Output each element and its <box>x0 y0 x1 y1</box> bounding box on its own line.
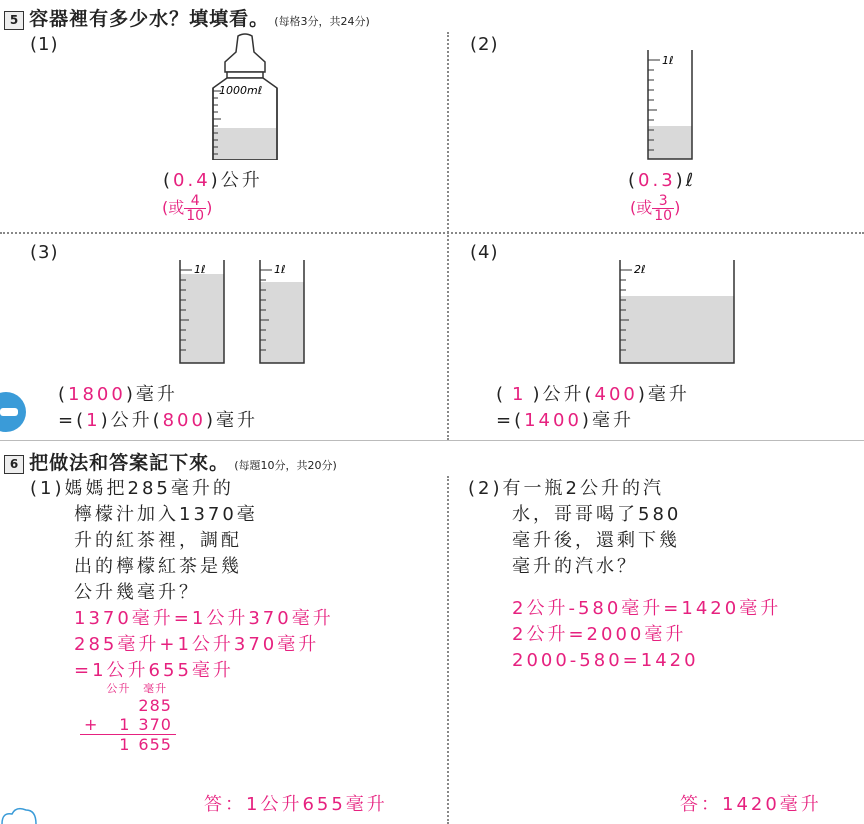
ans-unit: )公升 <box>210 170 263 191</box>
ans-prefix: ( <box>163 170 174 191</box>
q5-part3-label: (3) <box>30 242 59 263</box>
cylinder-2l <box>612 258 742 364</box>
cyl-label: 1ℓ <box>274 263 286 276</box>
cyl-label: 2ℓ <box>634 263 646 276</box>
q6-p1-vertical-calc <box>80 680 176 754</box>
q5-part4-line2 <box>496 408 634 434</box>
col-ml: 毫升 <box>143 682 168 695</box>
alt-denominator: 10 <box>186 208 205 224</box>
row2-ml: 370 <box>138 715 172 734</box>
ans-unit: )ℓ <box>675 170 697 191</box>
cyl-label: 1ℓ <box>662 54 674 67</box>
q6-p1-work-line: =1公升655毫升 <box>74 660 234 681</box>
alt-fraction <box>652 194 674 223</box>
q6-p1-line: 檸檬汁加入1370毫 <box>74 504 258 525</box>
q6-p1-line: 升的紅茶裡，調配 <box>74 530 242 551</box>
ans-value: 0.3 <box>638 170 676 191</box>
alt-denominator: 10 <box>654 208 673 224</box>
alt-fraction <box>184 194 206 223</box>
col-liter: 公升 <box>106 682 131 695</box>
q5-part1-answer <box>163 168 263 194</box>
q5-divider-horizontal <box>0 232 864 234</box>
q5-part2-label: (2) <box>470 34 499 55</box>
ans-unit: )毫升 <box>637 384 690 405</box>
q5-number: 5 <box>4 11 24 30</box>
bottle-label: 1000mℓ <box>219 84 263 97</box>
q5-part3-line1 <box>58 382 178 408</box>
q5-divider-bottom <box>0 440 864 441</box>
q6-p2-work-line: 2公升-580毫升=1420毫升 <box>512 598 782 619</box>
q6-p2-line: 毫升後，還剩下幾 <box>512 530 680 551</box>
q5-part2-alt <box>630 194 680 223</box>
q5-part1-alt <box>162 194 212 223</box>
prefix: =( <box>58 410 87 431</box>
q6-p1-answer: 答：1公升655毫升 <box>204 794 388 815</box>
q6-p2-line: 毫升的汽水？ <box>512 556 638 577</box>
q6-header <box>4 448 337 475</box>
q6-p1-line: 出的檸檬紅茶是幾 <box>74 556 242 577</box>
ans-value: 1400 <box>524 410 582 431</box>
prefix: ( <box>58 384 69 405</box>
cloud-icon <box>0 804 40 824</box>
q6-divider-vertical <box>447 476 449 824</box>
row1: 285 <box>138 696 172 715</box>
row3-liter: 1 <box>119 735 131 754</box>
q5-note: (每格3分，共24分) <box>274 15 370 28</box>
ans-value-2: 400 <box>594 384 638 405</box>
cylinder-1l <box>640 48 700 160</box>
alt-suffix: ) <box>206 198 213 217</box>
q6-p2-line: (2)有一瓶2公升的汽 <box>468 478 664 499</box>
ans-value: 1800 <box>68 384 126 405</box>
q6-p2-work-line: 2000-580=1420 <box>512 650 699 671</box>
mid: )公升( <box>532 384 595 405</box>
q5-part4-label: (4) <box>470 242 499 263</box>
q5-part1-label: (1) <box>30 34 59 55</box>
alt-prefix: (或 <box>630 198 653 217</box>
q6-p2-line: 水，哥哥喝了580 <box>512 504 682 525</box>
cylinder-full <box>172 258 232 364</box>
q6-title: 把做法和答案記下來。 <box>29 452 230 474</box>
side-tab-mark <box>0 408 18 416</box>
ans-unit: )毫升 <box>581 410 634 431</box>
row2-liter: 1 <box>119 715 131 734</box>
alt-numerator: 4 <box>184 194 206 209</box>
q6-p1-text <box>30 476 258 606</box>
ans-unit: )毫升 <box>125 384 178 405</box>
ans-prefix: ( <box>628 170 639 191</box>
row3-ml: 655 <box>138 735 172 754</box>
q5-divider-vertical <box>447 32 449 440</box>
ans-value: 1 <box>86 410 101 431</box>
q6-p2-work <box>512 596 781 674</box>
ans-value: 0.4 <box>173 170 211 191</box>
ans-value-2: 800 <box>162 410 206 431</box>
alt-prefix: (或 <box>162 198 185 217</box>
ans-unit: )毫升 <box>205 410 258 431</box>
q6-p1-work-line: 285毫升+1公升370毫升 <box>74 634 320 655</box>
q6-p1-work <box>74 606 334 684</box>
cyl-label: 1ℓ <box>194 263 206 276</box>
cylinder-partial <box>252 258 312 364</box>
ans-value: 1 <box>512 384 527 405</box>
mid: )公升( <box>100 410 163 431</box>
q6-p2-answer: 答：1420毫升 <box>680 794 822 815</box>
q5-part4-line1 <box>496 382 690 408</box>
q6-p1-work-line: 1370毫升=1公升370毫升 <box>74 608 334 629</box>
milk-bottle <box>205 32 285 160</box>
q5-header <box>4 4 370 31</box>
prefix: =( <box>496 410 525 431</box>
q5-part3-line2 <box>58 408 258 434</box>
alt-suffix: ) <box>674 198 681 217</box>
q6-note: (每題10分，共20分) <box>234 459 337 472</box>
q6-p2-work-line: 2公升=2000毫升 <box>512 624 687 645</box>
q5-title: 容器裡有多少水？填填看。 <box>29 8 270 30</box>
alt-numerator: 3 <box>652 194 674 209</box>
op: + <box>84 715 99 734</box>
prefix: ( <box>496 384 507 405</box>
q6-p2-text <box>468 476 681 580</box>
q6-number: 6 <box>4 455 24 474</box>
q6-p1-line: (1)媽媽把285毫升的 <box>30 478 234 499</box>
q6-p1-line: 公升幾毫升？ <box>74 582 200 603</box>
q5-part2-answer <box>628 168 696 194</box>
